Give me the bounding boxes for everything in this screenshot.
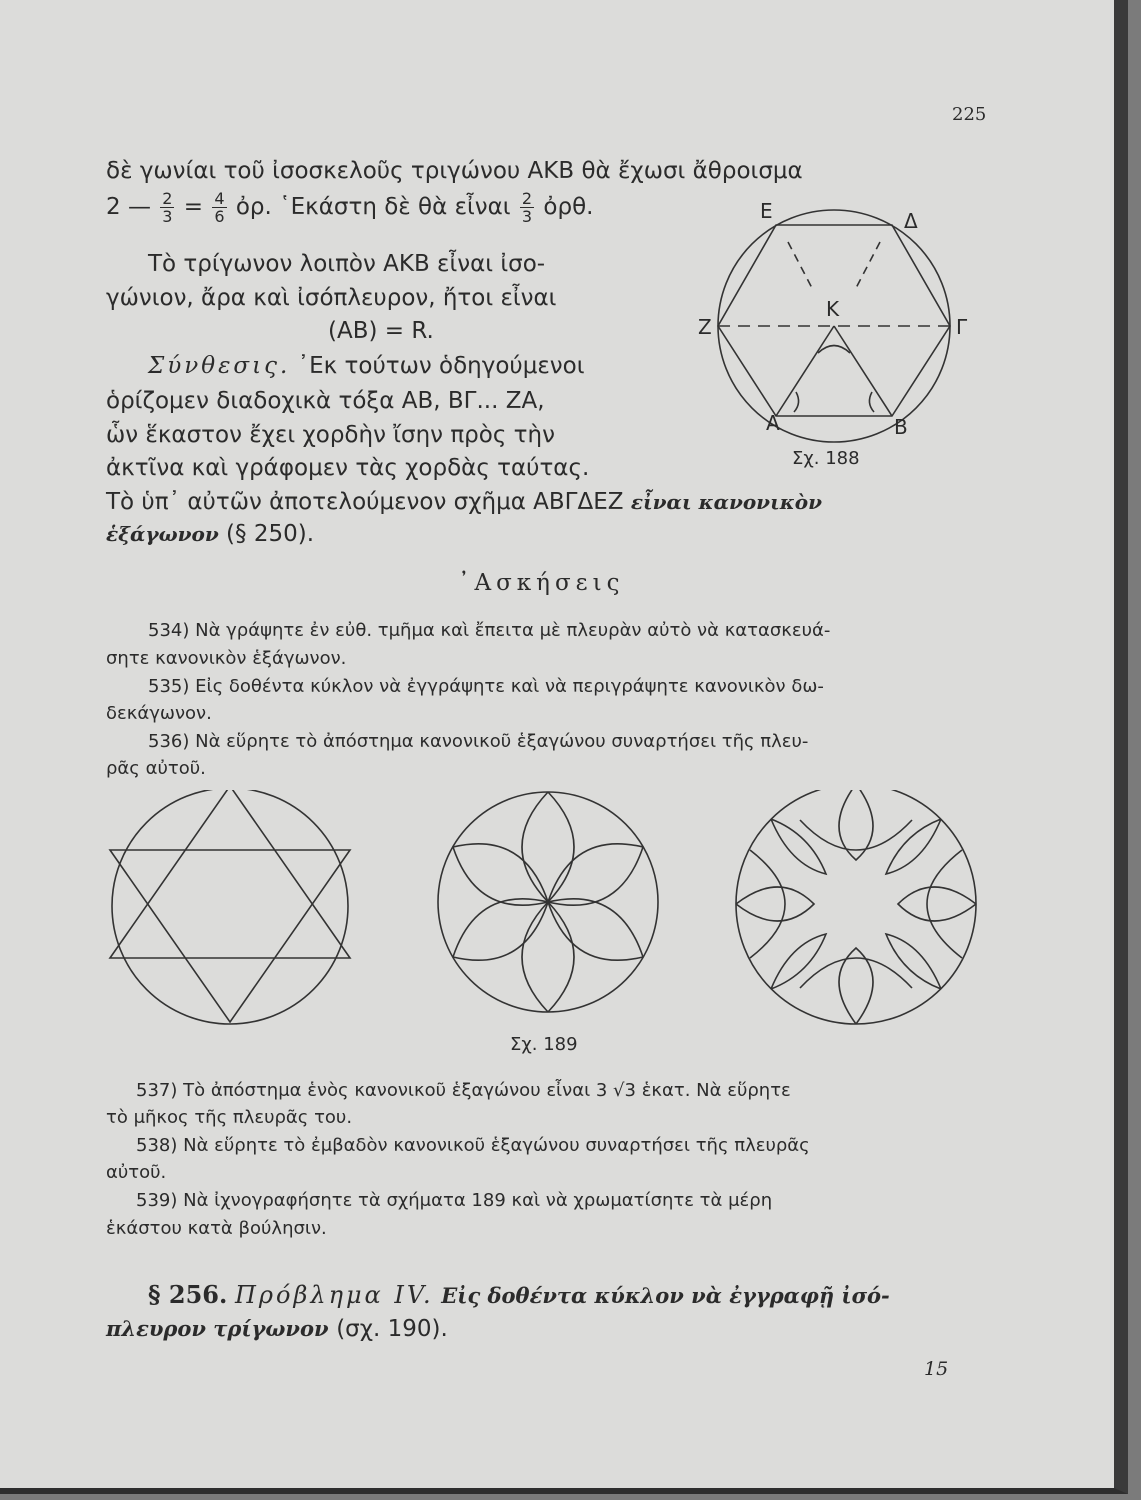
fig189-arc-rosette [736, 790, 976, 1024]
synthesis-line-3: ὧν ἕκαστον ἔχει χορδὴν ἴσην πρὸς τὴν [106, 422, 555, 448]
fig189c-arc-bottom [800, 958, 912, 988]
section-number: § 256. [148, 1280, 228, 1309]
synthesis-line-6-bold: ἑξάγωνον [106, 522, 219, 546]
fig188-radius-KB [834, 326, 892, 416]
exercise-534-line-2: σητε κανονικὸν ἑξάγωνον. [106, 648, 347, 669]
label-A: Α [766, 411, 780, 435]
fraction-2 [212, 190, 226, 225]
fig188-radius-KA [776, 326, 834, 416]
label-B: Β [894, 415, 908, 439]
exercise-535-line-2: δεκάγωνον. [106, 703, 212, 724]
fig189c-arc-right [927, 850, 962, 958]
exercise-537-line-2: τὸ μῆκος τῆς πλευρᾶς του. [106, 1107, 353, 1128]
label-G: Γ [956, 315, 968, 339]
fig189c-arc-top [800, 820, 912, 850]
fig189c-petal-bottom-left [771, 934, 826, 989]
exercise-536-line-1: 536) Νὰ εὕρητε τὸ ἀπόστημα κανονικοῦ ἑξαγώνου συναρτήσει τῆς πλευ- [148, 731, 809, 752]
fraction-3 [520, 190, 534, 225]
fraction-1-numerator: 2 [162, 189, 173, 208]
fraction-2-denominator: 6 [214, 207, 225, 226]
exercise-537-line-1: 537) Τὸ ἀπόστημα ἑνὸς κανονικοῦ ἑξαγώνου εἶναι 3 √3 ἑκατ. Νὰ εὕρητε [136, 1080, 791, 1101]
intro-line-3: Τὸ τρίγωνον λοιπὸν ΑΚΒ εἶναι ἰσο- [148, 251, 546, 277]
fig188-dashed-line-left [788, 242, 812, 288]
fig189a-circle [112, 790, 348, 1024]
fig188-angle-arc-K [818, 346, 850, 354]
intro-line-4: γώνιον, ἄρα καὶ ἰσόπλευρον, ἤτοι εἶναι [106, 285, 557, 311]
problem-label: Πρόβλημα IV. [235, 1281, 434, 1309]
intro-line-5: (ΑΒ) = R. [328, 318, 434, 344]
page-number: 225 [952, 104, 987, 125]
fig188-dashed-line-right [856, 242, 880, 288]
section-ref: (σχ. 190). [336, 1316, 448, 1342]
section-256-line-2 [106, 1314, 448, 1342]
label-E: Ε [760, 199, 773, 223]
fraction-3-numerator: 2 [521, 189, 533, 208]
synthesis-line-4: ἀκτῖνα καὶ γράφομεν τὰς χορδὰς ταύτας. [106, 455, 590, 481]
eq-lead: 2 — [106, 194, 151, 220]
label-D: Δ [904, 209, 918, 233]
exercise-538-line-2: αὐτοῦ. [106, 1162, 167, 1183]
label-K: Κ [826, 297, 840, 321]
fig189b-petal-5 [548, 899, 643, 960]
fig189-star-of-david [110, 790, 350, 1024]
fig189c-arc-left [750, 850, 785, 958]
fig189b-petal-1 [522, 792, 574, 902]
exercise-539-line-1: 539) Νὰ ἰχνογραφήσητε τὰ σχήματα 189 καὶ νὰ χρωματίσητε τὰ μέρη [136, 1190, 773, 1211]
section-title-part-2: πλευρον τρίγωνον [106, 1316, 329, 1341]
synthesis-line-1 [148, 353, 585, 379]
exercise-539-line-2: ἑκάστου κατὰ βούλησιν. [106, 1218, 327, 1239]
exercises-title: ᾿Ασκήσεις [458, 570, 625, 596]
fig189a-triangle-up [110, 790, 350, 958]
exercise-536-line-2: ρᾶς αὐτοῦ. [106, 758, 206, 779]
eq-text: ὀρ. ῾Εκάστη δὲ θὰ εἶναι [235, 194, 511, 220]
eq-mid: = [183, 194, 204, 220]
synthesis-line-2: ὁρίζομεν διαδοχικὰ τόξα ΑΒ, ΒΓ... ΖΑ, [106, 388, 545, 414]
fig189c-petal-top-left [771, 819, 826, 874]
fig188-angle-arc-B [869, 392, 874, 412]
fraction-1-denominator: 3 [162, 207, 173, 226]
fig189c-petal-bottom-right [886, 934, 941, 989]
section-256-line-1 [148, 1280, 890, 1309]
figure-188-caption: Σχ. 188 [792, 448, 860, 469]
synthesis-line-6 [106, 521, 314, 547]
fig189c-petal-right [898, 887, 976, 921]
intro-line-1: δὲ γωνίαι τοῦ ἰσοσκελοῦς τριγώνου ΑΚΒ θὰ ἔχωσι ἄθροισμα [106, 158, 803, 184]
fig189b-petal-6 [453, 844, 548, 905]
fig189c-petal-left [736, 887, 814, 921]
intro-equation-line [106, 190, 593, 225]
section-title-part-1: Εἰς δοθέντα κύκλον νὰ ἐγγραφῇ ἰσό- [441, 1283, 890, 1308]
signature-mark: 15 [924, 1358, 949, 1380]
fig189a-triangle-down [110, 850, 350, 1022]
figure-189-caption: Σχ. 189 [510, 1034, 578, 1055]
fig189-six-petal-rosette [438, 792, 658, 1012]
figure-189 [100, 790, 990, 1030]
exercise-535-line-1: 535) Εἰς δοθέντα κύκλον νὰ ἐγγράψητε καὶ νὰ περιγράψητε κανονικὸν δω- [148, 676, 824, 697]
label-Z: Ζ [698, 315, 712, 339]
fig189b-petal-3 [548, 844, 643, 905]
fig189b-petal-2 [522, 902, 574, 1012]
exercise-538-line-1: 538) Νὰ εὕρητε τὸ ἐμβαδὸν κανονικοῦ ἑξαγώνου συναρτήσει τῆς πλευρᾶς [136, 1135, 810, 1156]
synthesis-line-5-lead: Τὸ ὑπ᾿ αὐτῶν ἀποτελούμενον σχῆμα ΑΒΓΔΕΖ [106, 489, 624, 515]
synthesis-line-1-rest: ᾿Εκ τούτων ὁδηγούμενοι [297, 353, 585, 379]
synthesis-line-6-rest: (§ 250). [226, 521, 315, 547]
fig189c-petal-top-right [886, 819, 941, 874]
exercise-534-line-1: 534) Νὰ γράψητε ἐν εὐθ. τμῆμα καὶ ἔπειτα μὲ πλευρὰν αὐτὸ νὰ κατασκευά- [148, 620, 831, 641]
fraction-3-denominator: 3 [521, 207, 533, 226]
fraction-2-numerator: 4 [214, 189, 225, 208]
fraction-1 [160, 190, 174, 225]
fig188-angle-arc-A [794, 392, 799, 412]
fig189b-petal-4 [453, 899, 548, 960]
synthesis-line-5-bold: εἶναι κανονικὸν [630, 490, 822, 514]
synthesis-label: Σύνθεσις. [148, 353, 291, 379]
eq-end: ὀρθ. [543, 194, 594, 220]
